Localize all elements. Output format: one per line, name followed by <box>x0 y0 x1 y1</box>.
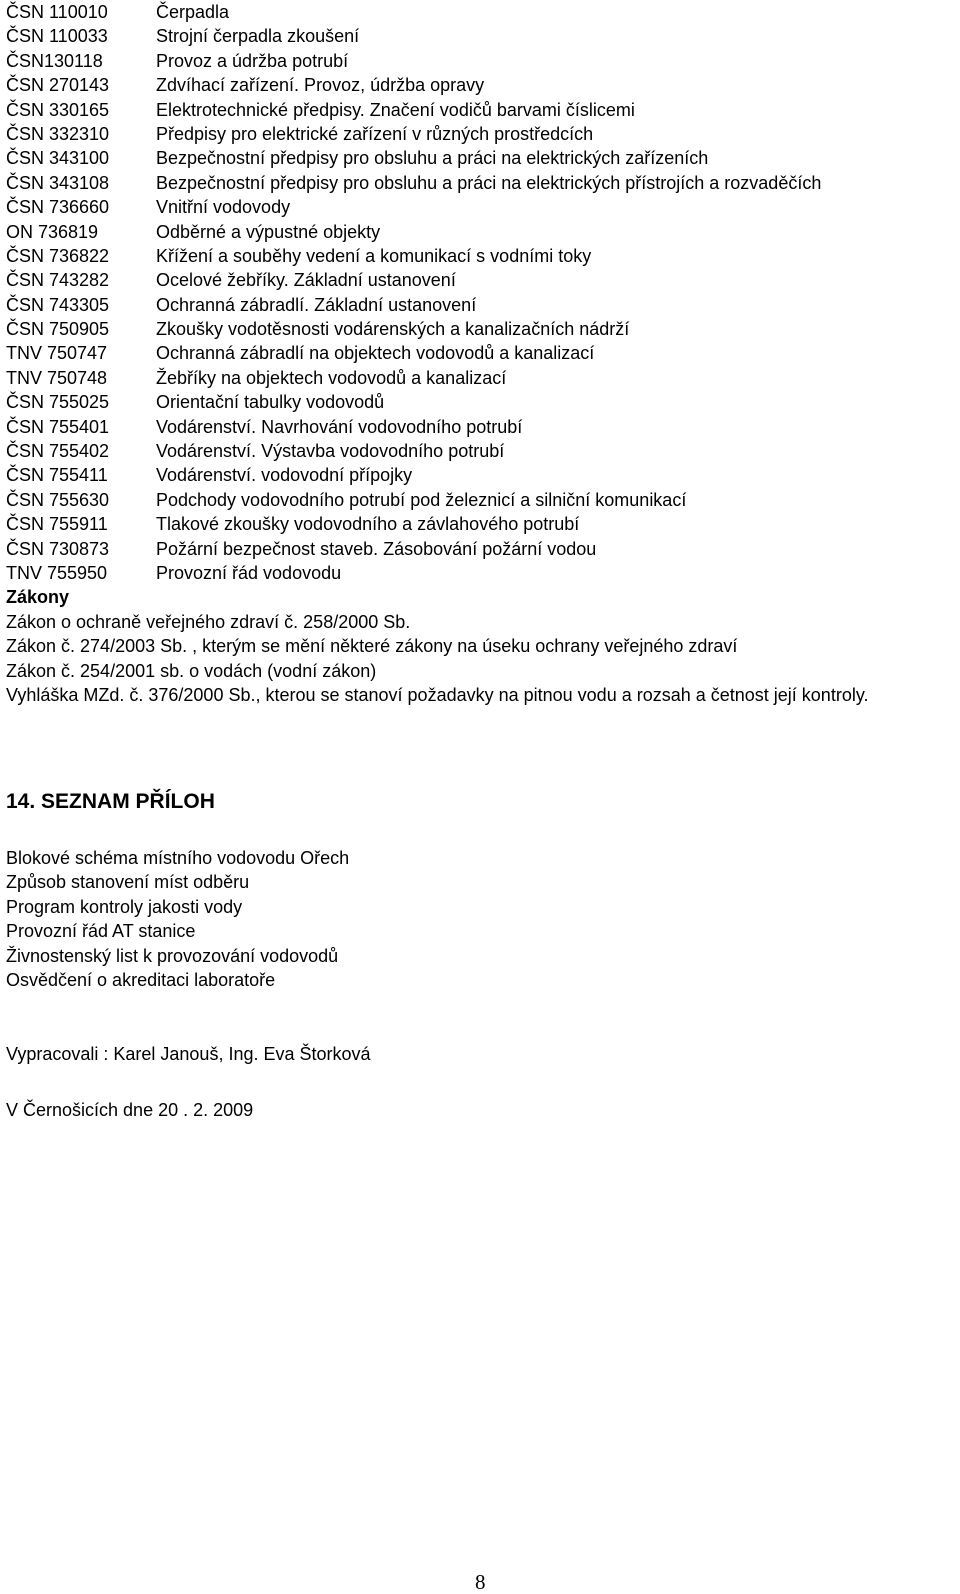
standard-code: ČSN 343100 <box>6 148 110 169</box>
standard-row <box>6 98 956 122</box>
standard-row <box>6 512 956 536</box>
standard-title: Vodárenství. Navrhování vodovodního potrubí <box>156 416 523 437</box>
standard-code: ČSN 332310 <box>6 123 110 144</box>
standard-code: ČSN 755630 <box>6 489 110 510</box>
appendix-item: Živnostenský list k provozování vodovodů <box>6 945 339 966</box>
standard-code: ČSN 755411 <box>6 465 108 486</box>
standard-code: ČSN 330165 <box>6 99 110 120</box>
standard-title: Bezpečnostní předpisy pro obsluhu a práci na elektrických přístrojích a rozvaděčích <box>156 172 822 193</box>
standard-row <box>6 244 956 268</box>
standard-title: Provoz a údržba potrubí <box>156 50 349 71</box>
standard-code: ČSN 730873 <box>6 538 110 559</box>
standard-code: TNV 750748 <box>6 367 108 388</box>
appendices-list <box>6 846 349 992</box>
standard-row <box>6 24 956 48</box>
standard-title: Vnitřní vodovody <box>156 197 291 218</box>
standard-code: ČSN 743305 <box>6 294 110 315</box>
standard-row <box>6 220 956 244</box>
law-item: Zákon č. 254/2001 sb. o vodách (vodní zákon) <box>6 660 377 681</box>
standard-title: Ocelové žebříky. Základní ustanovení <box>156 270 456 291</box>
standard-code: ČSN 110033 <box>6 26 108 47</box>
appendices-heading: 14. SEZNAM PŘÍLOH <box>6 790 215 813</box>
standard-row <box>6 73 956 97</box>
standard-title: Elektrotechnické předpisy. Značení vodičů barvami číslicemi <box>156 99 635 120</box>
standard-code: ČSN 343108 <box>6 172 110 193</box>
standard-title: Zkoušky vodotěsnosti vodárenských a kanalizačních nádrží <box>156 319 630 340</box>
standard-code: ČSN 110010 <box>6 2 108 22</box>
standard-row <box>6 415 956 439</box>
standard-row <box>6 268 956 292</box>
standard-title: Žebříky na objektech vodovodů a kanalizací <box>156 367 507 388</box>
standard-row <box>6 463 956 487</box>
standard-row <box>6 561 956 585</box>
standard-row <box>6 146 956 170</box>
appendix-item: Provozní řád AT stanice <box>6 921 196 942</box>
standard-code: ČSN 755911 <box>6 514 108 535</box>
standard-code: ČSN 743282 <box>6 270 110 291</box>
standard-code: ČSN 736660 <box>6 197 110 218</box>
laws-section <box>6 585 956 707</box>
place-date: V Černošicích dne 20 . 2. 2009 <box>6 1100 254 1120</box>
standard-row <box>6 122 956 146</box>
appendix-item: Program kontroly jakosti vody <box>6 896 243 917</box>
standard-code: TNV 755950 <box>6 562 108 583</box>
laws-heading: Zákony <box>6 587 70 608</box>
standard-title: Orientační tabulky vodovodů <box>156 392 385 413</box>
standard-title: Ochranná zábradlí na objektech vodovodů a kanalizací <box>156 343 595 364</box>
law-item: Zákon č. 274/2003 Sb. , kterým se mění některé zákony na úseku ochrany veřejného zdraví <box>6 636 738 657</box>
standard-row <box>6 439 956 463</box>
prepared-by: Vypracovali : Karel Janouš, Ing. Eva Štorková <box>6 1044 371 1064</box>
standard-title: Strojní čerpadla zkoušení <box>156 26 360 47</box>
law-item: Zákon o ochraně veřejného zdraví č. 258/2000 Sb. <box>6 611 411 632</box>
standard-code: ON 736819 <box>6 221 99 242</box>
standard-code: ČSN 270143 <box>6 75 110 96</box>
appendix-item: Způsob stanovení míst odběru <box>6 872 250 893</box>
appendix-item: Osvědčení o akreditaci laboratoře <box>6 969 276 990</box>
standard-title: Čerpadla <box>156 2 230 22</box>
standard-title: Předpisy pro elektrické zařízení v různých prostředcích <box>156 123 594 144</box>
standard-row <box>6 537 956 561</box>
standard-title: Podchody vodovodního potrubí pod železnicí a silniční komunikací <box>156 489 687 510</box>
standard-code: ČSN 755402 <box>6 441 110 462</box>
standard-row <box>6 49 956 73</box>
standard-title: Tlakové zkoušky vodovodního a závlahového potrubí <box>156 514 580 535</box>
standard-title: Provozní řád vodovodu <box>156 562 342 583</box>
standard-code: ČSN 750905 <box>6 319 110 340</box>
standard-code: ČSN 736822 <box>6 245 110 266</box>
standard-title: Zdvíhací zařízení. Provoz, údržba opravy <box>156 75 485 96</box>
decree-item: Vyhláška MZd. č. 376/2000 Sb., kterou se stanoví požadavky na pitnou vodu a rozsah a četnost její kontroly. <box>6 684 869 705</box>
standard-code: ČSN 755401 <box>6 416 110 437</box>
standard-row <box>6 488 956 512</box>
standard-title: Bezpečnostní předpisy pro obsluhu a práci na elektrických zařízeních <box>156 148 709 169</box>
document-page <box>6 0 956 707</box>
standard-row <box>6 293 956 317</box>
standard-row <box>6 366 956 390</box>
standard-code: ČSN130118 <box>6 50 103 71</box>
standard-row <box>6 390 956 414</box>
standard-row <box>6 341 956 365</box>
standard-title: Ochranná zábradlí. Základní ustanovení <box>156 294 477 315</box>
standard-title: Vodárenství. Výstavba vodovodního potrubí <box>156 441 505 462</box>
standard-code: ČSN 755025 <box>6 392 110 413</box>
page-number: 8 <box>475 1570 486 1594</box>
standard-row <box>6 171 956 195</box>
standard-row <box>6 195 956 219</box>
standard-title: Požární bezpečnost staveb. Zásobování požární vodou <box>156 538 597 559</box>
standards-list <box>6 0 956 585</box>
standard-code: TNV 750747 <box>6 343 108 364</box>
standard-title: Křížení a souběhy vedení a komunikací s vodními toky <box>156 245 592 266</box>
standard-row <box>6 317 956 341</box>
appendix-item: Blokové schéma místního vodovodu Ořech <box>6 848 350 868</box>
standard-title: Odběrné a výpustné objekty <box>156 221 381 242</box>
standard-title: Vodárenství. vodovodní přípojky <box>156 465 413 486</box>
standard-row <box>6 0 956 24</box>
